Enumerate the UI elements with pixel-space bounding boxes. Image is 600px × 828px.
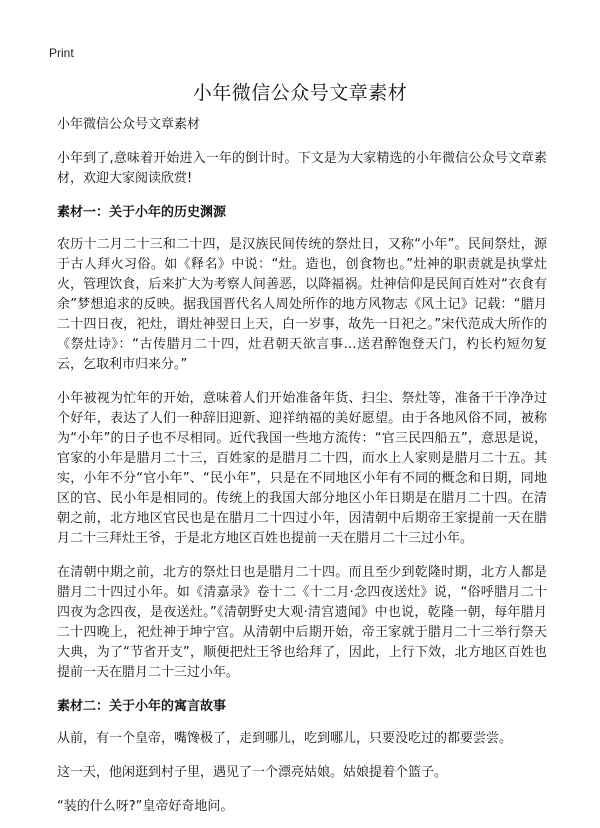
article-body	[57, 115, 547, 828]
page-title: 小年微信公众号文章素材	[192, 82, 408, 104]
paragraph: 在清朝中期之前，北方的祭灶日也是腊月二十四。而且至少到乾隆时期，北方人都是腊月二十四过小年。如《清嘉录》卷十二《十二月·念四夜送灶》说，“俗呼腊月二十四夜为念四夜，是夜送灶。”《清朝野史大观·清宫遗闻》中也说，乾隆一朝，每年腊月二十四晚上，祀灶神于坤宁宫。从清朝中后期开始，帝王家就于腊月二十三举行祭天大典，为了“节省开支”，顺便把灶王爷也给拜了，因此，上行下效，北方地区百姓也提前一天在腊月二十三过小年。	[57, 565, 547, 680]
paragraph: 从前，有一个皇帝，嘴馋极了，走到哪儿，吃到哪儿，只要没吃过的都要尝尝。	[57, 731, 513, 746]
paragraph: 小年被视为忙年的开始，意味着人们开始准备年货、扫尘、祭灶等，准备干干净净过个好年，表达了人们一种辞旧迎新、迎祥纳福的美好愿望。由于各地风俗不同，被称为“小年”的日子也不尽相同。近代我国一些地方流传：“官三民四船五”，意思是说，官家的小年是腊月二十三，百姓家的是腊月二十四，而水上人家则是腊月二十五。其实，小年不分“官小年”、“民小年”，只是在不同地区小年有不同的概念和日期，同地区的官、民小年是相同的。传统上的我国大部分地区小年日期是在腊月二十四。在清朝之前，北方地区官民也是在腊月二十四过小年，因清朝中后期帝王家提前一天在腊月二十三拜灶王爷，于是北方地区百姓也提前一天在腊月二十三过小年。	[57, 391, 547, 546]
paragraph: 这一天，他闲逛到村子里，遇见了一个漂亮姑娘。姑娘提着个篮子。	[57, 765, 448, 780]
paragraph: “装的什么呀?”皇帝好奇地问。	[57, 799, 234, 814]
paragraph: 农历十二月二十三和二十四，是汉族民间传统的祭灶日，又称“小年”。民间祭灶，源于古人拜火习俗。如《释名》中说：“灶。造也，创食物也。”灶神的职责就是执掌灶火，管理饮食，后来扩大为考察人间善恶，以降福祸。灶神信仰是民间百姓对“衣食有余”梦想追求的反映。据我国晋代名人周处所作的地方风物志《风土记》记载：“腊月二十四日夜，祀灶，谓灶神翌日上天，白一岁事，故先一日祀之。”宋代范成大所作的《祭灶诗》：“古传腊月二十四，灶君朝天欲言事…送君醉饱登天门，杓长杓短勿复云，乞取利市归来分。”	[57, 237, 547, 372]
print-link[interactable]: Print	[49, 46, 74, 60]
intro-paragraph: 小年到了,意味着开始进入一年的倒计时。下文是为大家精选的小年微信公众号文章素材，欢迎大家阅读欣赏!	[57, 151, 547, 186]
article-subtitle: 小年微信公众号文章素材	[57, 117, 201, 132]
section-heading-2: 素材二：关于小年的寓言故事	[57, 699, 227, 714]
section-heading-1: 素材一：关于小年的历史渊源	[57, 205, 227, 220]
